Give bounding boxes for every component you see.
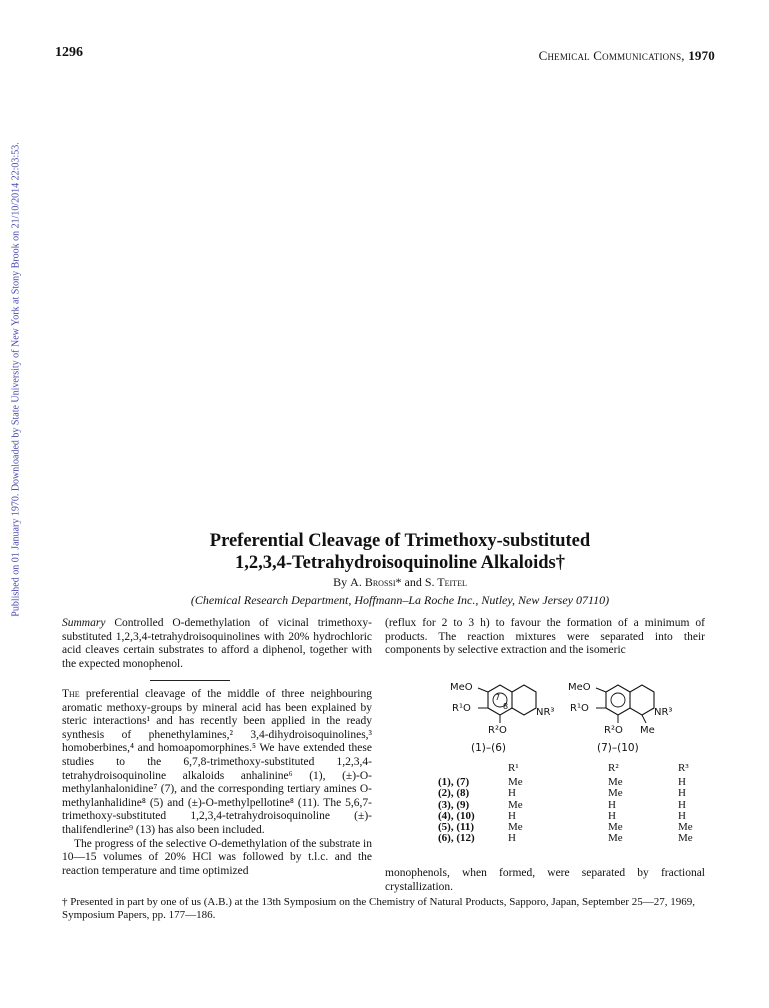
footnote: † Presented in part by one of us (A.B.) at the 13th Symposium on the Chemistry of Natural Products, Sapporo, Japan, September 25—27, 1969, Symposium Papers, pp. 177—186. (62, 896, 696, 921)
table-row (438, 777, 708, 788)
table-cell: (4), (10) (438, 809, 475, 822)
struct2-me: Me (640, 725, 655, 736)
article-title (60, 530, 740, 574)
struct1-r1o: R¹O (452, 703, 471, 714)
table-cell: (1), (7) (438, 776, 470, 789)
structure-2-diagram (568, 678, 688, 740)
struct2-r1o: R¹O (570, 703, 589, 714)
table-cell: Me (508, 821, 523, 834)
table-cell: Me (608, 776, 623, 789)
table-cell: H (608, 809, 616, 822)
summary-text: Controlled O-demethylation of vicinal trimethoxy-substituted 1,2,3,4-tetrahydroisoquinolines with 20% hydrochloric acid cleaves certain substrates to afford a diphenol, together with the expected monophenol. (62, 617, 373, 670)
table-cell: H (508, 809, 516, 822)
table-header-cell (438, 763, 508, 777)
journal-year: 1970 (688, 48, 715, 63)
structure-1-diagram (450, 678, 570, 740)
table-cell: (3), (9) (438, 798, 470, 811)
summary-paragraph (62, 617, 372, 671)
struct2-nr3: NR³ (654, 707, 673, 718)
table-header-cell: R¹ (508, 762, 519, 774)
table-row (438, 800, 708, 811)
right-column-top-text: (reflux for 2 to 3 h) to favour the formation of a minimum of products. The reaction mixtures were separated into their components by selective extraction and the isomeric (385, 617, 705, 657)
struct1-meo: MeO (450, 682, 473, 693)
table-cell: Me (608, 832, 623, 845)
struct2-meo: MeO (568, 682, 591, 693)
table-cell: H (608, 798, 616, 811)
table-cell: H (678, 787, 686, 800)
table-row (438, 788, 708, 799)
table-row (438, 822, 708, 833)
table-row (438, 811, 708, 822)
table-cell: H (678, 809, 686, 822)
right-column-continuation: monophenols, when formed, were separated by fractional crystallization. (385, 867, 705, 893)
struct1-r2o: R²O (488, 725, 507, 736)
structure-1-label: (1)–(6) (471, 742, 506, 754)
body-lead-word: The (62, 688, 80, 700)
body-paragraph-1-text: preferential cleavage of the middle of three neighbouring aromatic methoxy-groups by mineral acid has been explained by steric interactions¹ and has recently been applied in the ready synthesis of phenethylamines,² 3,4-dihydroisoquinolines,³ homoberbines,⁴ and homoapomorphines.⁵ We have extended these studies to the 6,7,8-trimethoxy-substituted 1,2,3,4-tetrahydroisoquinoline alkaloids anhalinine⁶ (1), (±)-O-methylanhalonidine⁷ (7), and the corresponding tertiary amines O-methylanhalidine⁸ (5) and (±)-O-methylpellotine⁸ (11). The 5,6,7-trimethoxy-substituted 1,2,3,4-tetrahydroisoquinoline (±)-thalifendlerine⁹ (13) has also been included. (62, 688, 372, 836)
page-number: 1296 (55, 45, 83, 60)
body-left-column (62, 688, 372, 878)
table-header-cell: R² (608, 762, 619, 774)
struct1-nr3: NR³ (536, 707, 555, 718)
body-paragraph-1 (62, 688, 372, 838)
summary-label: Summary (62, 617, 106, 629)
table-cell: H (678, 798, 686, 811)
substituent-table (438, 763, 708, 844)
table-cell: (6), (12) (438, 832, 475, 845)
author-2: S. Teitel (424, 575, 467, 589)
byline-and: and (404, 575, 422, 589)
table-cell: Me (678, 821, 693, 834)
journal-name: Chemical Communications, (538, 48, 685, 63)
byline (60, 575, 740, 590)
title-line-2: 1,2,3,4-Tetrahydroisoquinoline Alkaloids† (234, 553, 565, 573)
struct1-pos7: 7 (495, 693, 501, 702)
running-head (539, 48, 715, 64)
table-header-row (438, 763, 708, 777)
title-line-1: Preferential Cleavage of Trimethoxy-substituted (209, 531, 591, 551)
table-cell: Me (508, 776, 523, 789)
table-cell: Me (508, 798, 523, 811)
download-notice: Published on 01 January 1970. Downloaded by State University of New York at Stony Brook on 21/10/2014 22:03:53. (10, 142, 22, 617)
struct1-pos8: 8 (503, 702, 509, 711)
summary-divider (150, 680, 230, 681)
struct2-r2o: R²O (604, 725, 623, 736)
table-row (438, 833, 708, 844)
affiliation: (Chemical Research Department, Hoffmann–La Roche Inc., Nutley, New Jersey 07110) (190, 593, 610, 607)
table-cell: (2), (8) (438, 787, 470, 800)
byline-prefix: By (333, 575, 348, 589)
table-header-cell: R³ (678, 762, 689, 774)
table-cell: (5), (11) (438, 821, 475, 834)
author-1: A. Brossi* (350, 575, 402, 589)
table-cell: H (508, 787, 516, 800)
structure-2-label: (7)–(10) (597, 742, 639, 754)
table-cell: H (678, 776, 686, 789)
table-cell: Me (678, 832, 693, 845)
table-cell: Me (608, 821, 623, 834)
table-cell: Me (608, 787, 623, 800)
body-paragraph-2: The progress of the selective O-demethylation of the substrate in 10—15 volumes of 20% HCl was followed by t.l.c. and the reaction temperature and time optimized (62, 837, 372, 877)
table-cell: H (508, 832, 516, 845)
